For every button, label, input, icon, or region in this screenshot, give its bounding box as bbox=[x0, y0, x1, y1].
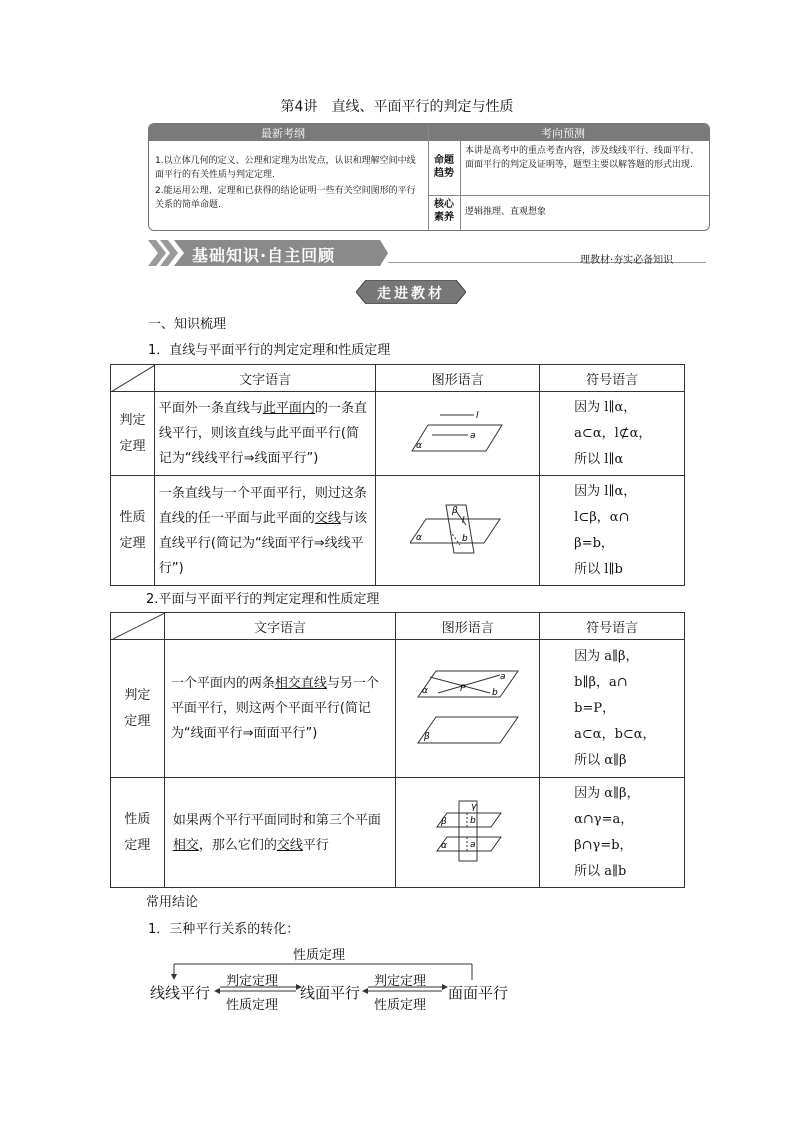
outline-head-right: 考向预测 bbox=[541, 127, 585, 140]
outline-head-left: 最新考纲 bbox=[261, 127, 305, 140]
svg-text:l: l bbox=[461, 515, 465, 526]
outline-header-bar bbox=[149, 124, 709, 141]
col-header-symbol: 符号语言 bbox=[540, 365, 685, 392]
divider bbox=[460, 141, 461, 230]
svg-text:b: b bbox=[469, 815, 476, 826]
col-header-symbol: 符号语言 bbox=[540, 613, 685, 640]
outline-item-1: 1.以立体几何的定义、公理和定理为出发点，认识和理解空间中线面平行的有关性质与判定定理. bbox=[155, 156, 416, 180]
symbol-cell: 因为 l∥α， l⊂β，α∩ β=b， 所以 l∥b bbox=[540, 476, 685, 586]
svg-text:l: l bbox=[475, 410, 479, 421]
svg-text:b: b bbox=[461, 533, 468, 544]
flow-node-line-plane: 线面平行 bbox=[300, 984, 361, 1002]
divider bbox=[428, 124, 429, 230]
flow-node-plane-plane: 面面平行 bbox=[448, 984, 509, 1002]
figure-cell bbox=[396, 640, 540, 778]
line-plane-property-figure bbox=[410, 501, 506, 557]
svg-text:b: b bbox=[491, 687, 498, 698]
corner-cell bbox=[111, 613, 165, 640]
flow-arrow1-top: 判定定理 bbox=[226, 974, 279, 989]
flow-arrow2-top: 判定定理 bbox=[374, 974, 427, 989]
svg-text:α: α bbox=[415, 440, 422, 451]
svg-text:α: α bbox=[440, 840, 447, 851]
section-heading: 一、知识梳理 bbox=[148, 317, 227, 332]
figure-cell bbox=[376, 392, 540, 476]
col-header-text: 文字语言 bbox=[164, 613, 395, 640]
theorem-text: 一个平面内的两条相交直线与另一个平面平行，则这两个平面平行(简记为“线面平行⇒面面平行”) bbox=[164, 640, 395, 778]
literacy-text: 逻辑推理、直观想象 bbox=[465, 207, 547, 217]
plane-plane-property-figure bbox=[433, 799, 503, 863]
svg-text:a: a bbox=[499, 671, 506, 682]
exam-outline-box bbox=[148, 123, 710, 231]
line-plane-parallel-figure bbox=[410, 407, 506, 457]
row-label: 判定 定理 bbox=[111, 640, 165, 778]
conclusion-heading: 常用结论 bbox=[146, 895, 199, 910]
symbol-cell: 因为 l∥α， a⊂α，l⊄α， 所以 l∥α bbox=[540, 392, 685, 476]
plane-plane-parallel-figure bbox=[416, 667, 520, 747]
flow-arrow1-bottom: 性质定理 bbox=[226, 998, 279, 1013]
svg-text:γ: γ bbox=[470, 801, 477, 812]
svg-text:α: α bbox=[421, 685, 428, 696]
literacy-label: 核心素养 bbox=[434, 199, 454, 223]
table2-heading: 2.平面与平面平行的判定定理和性质定理 bbox=[146, 592, 380, 607]
outline-item-2: 2.能运用公理、定理和已获得的结论证明一些有关空间图形的平行关系的简单命题. bbox=[155, 186, 416, 210]
svg-text:α: α bbox=[415, 532, 422, 543]
symbol-cell: 因为 a∥β， b∥β，a∩ b=P， a⊂α，b⊂α， 所以 α∥β bbox=[540, 640, 685, 778]
banner-title: 基础知识·自主回顾 bbox=[192, 246, 336, 265]
svg-text:β: β bbox=[451, 505, 458, 516]
line-plane-table bbox=[110, 364, 685, 586]
table1-heading: 1．直线与平面平行的判定定理和性质定理 bbox=[148, 343, 391, 358]
flow-node-line-line: 线线平行 bbox=[150, 984, 211, 1002]
svg-text:a: a bbox=[469, 839, 476, 850]
theorem-text: 平面外一条直线与此平面内的一条直线平行，则该直线与此平面平行(简记为“线线平行⇒线面平行”) bbox=[154, 392, 375, 476]
svg-text:a: a bbox=[469, 430, 476, 441]
theorem-text: 如果两个平行平面同时和第三个平面相交，那么它们的交线平行 bbox=[164, 778, 395, 888]
walk-badge-text: 走进教材 bbox=[377, 286, 445, 302]
figure-cell bbox=[376, 476, 540, 586]
corner-cell bbox=[111, 365, 155, 392]
page-title: 第4讲 直线、平面平行的判定与性质 bbox=[280, 99, 514, 115]
trend-label: 命题趋势 bbox=[434, 155, 454, 179]
conclusion-item-1: 1．三种平行关系的转化： bbox=[148, 922, 300, 937]
trend-text: 本讲是高考中的重点考查内容，涉及线线平行、线面平行、面面平行的判定及证明等，题型主要以解答题的形式出现. bbox=[465, 146, 700, 170]
row-label: 性质 定理 bbox=[111, 778, 165, 888]
svg-text:β: β bbox=[440, 816, 447, 827]
col-header-figure: 图形语言 bbox=[376, 365, 540, 392]
flow-top-label: 性质定理 bbox=[293, 948, 346, 963]
svg-text:P: P bbox=[459, 683, 466, 694]
figure-cell bbox=[396, 778, 540, 888]
plane-plane-table bbox=[110, 612, 685, 888]
col-header-text: 文字语言 bbox=[154, 365, 375, 392]
svg-text:β: β bbox=[423, 731, 430, 742]
divider bbox=[428, 195, 709, 196]
row-label: 判定 定理 bbox=[111, 392, 155, 476]
symbol-cell: 因为 α∥β， α∩γ=a， β∩γ=b， 所以 a∥b bbox=[540, 778, 685, 888]
row-label: 性质 定理 bbox=[111, 476, 155, 586]
col-header-figure: 图形语言 bbox=[396, 613, 540, 640]
banner-subtag: 理教材·夯实必备知识 bbox=[580, 255, 674, 266]
flow-arrow2-bottom: 性质定理 bbox=[374, 998, 427, 1013]
theorem-text: 一条直线与一个平面平行，则过这条直线的任一平面与此平面的交线与该直线平行(简记为“线面平行⇒线线平行”) bbox=[154, 476, 375, 586]
